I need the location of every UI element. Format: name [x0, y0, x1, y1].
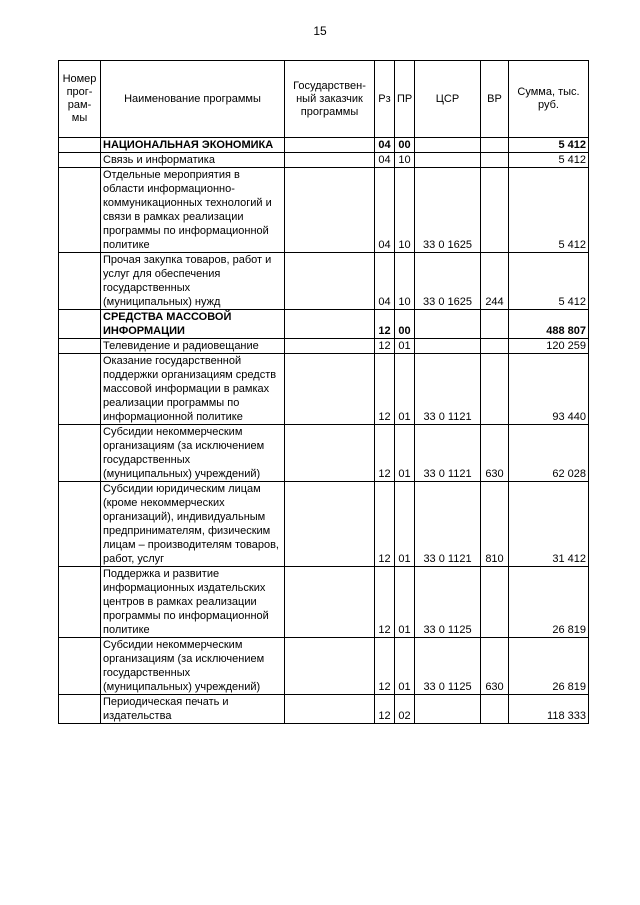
vr-cell: 630: [481, 638, 509, 695]
vr-cell: [481, 310, 509, 339]
csr-cell: [415, 138, 481, 153]
page-number: 15: [313, 24, 327, 38]
program-number-cell: [59, 339, 101, 354]
pr-cell: 01: [395, 339, 415, 354]
sum-cell: 120 259: [509, 339, 589, 354]
sum-cell: 62 028: [509, 425, 589, 482]
sum-cell: 26 819: [509, 567, 589, 638]
vr-cell: [481, 153, 509, 168]
vr-cell: [481, 354, 509, 425]
program-name-cell: Связь и информатика: [101, 153, 285, 168]
program-name-cell: Субсидии некоммерческим организациям (за исключением государственных (муниципальных) учреждений): [101, 425, 285, 482]
program-number-cell: [59, 138, 101, 153]
program-number-cell: [59, 253, 101, 310]
rz-cell: 12: [375, 482, 395, 567]
csr-cell: [415, 339, 481, 354]
csr-cell: 33 0 1125: [415, 638, 481, 695]
vr-cell: [481, 138, 509, 153]
vr-cell: 630: [481, 425, 509, 482]
table-row: [59, 567, 589, 638]
sum-cell: 488 807: [509, 310, 589, 339]
csr-cell: [415, 153, 481, 168]
program-number-cell: [59, 168, 101, 253]
state-customer-cell: [285, 482, 375, 567]
state-customer-cell: [285, 425, 375, 482]
program-number-cell: [59, 482, 101, 567]
program-number-cell: [59, 310, 101, 339]
pr-cell: 10: [395, 253, 415, 310]
vr-cell: 244: [481, 253, 509, 310]
rz-cell: 12: [375, 638, 395, 695]
sum-cell: 26 819: [509, 638, 589, 695]
sum-cell: 31 412: [509, 482, 589, 567]
csr-cell: 33 0 1625: [415, 168, 481, 253]
sum-cell: 5 412: [509, 153, 589, 168]
rz-cell: 04: [375, 253, 395, 310]
rz-cell: 04: [375, 153, 395, 168]
program-name-cell: НАЦИОНАЛЬНАЯ ЭКОНОМИКА: [101, 138, 285, 153]
program-name-cell: Поддержка и развитие информационных издательских центров в рамках реализации программы по информационной политике: [101, 567, 285, 638]
program-number-cell: [59, 567, 101, 638]
rz-cell: 12: [375, 425, 395, 482]
sum-cell: 93 440: [509, 354, 589, 425]
pr-cell: 01: [395, 638, 415, 695]
header-csr: ЦСР: [415, 61, 481, 138]
header-sum: Сумма, тыс. руб.: [509, 61, 589, 138]
sum-cell: 5 412: [509, 138, 589, 153]
state-customer-cell: [285, 339, 375, 354]
header-vr: ВР: [481, 61, 509, 138]
pr-cell: 10: [395, 168, 415, 253]
program-number-cell: [59, 638, 101, 695]
budget-table: [58, 60, 589, 724]
table-row: [59, 638, 589, 695]
table-row: [59, 695, 589, 724]
table-row: [59, 168, 589, 253]
rz-cell: 04: [375, 138, 395, 153]
state-customer-cell: [285, 253, 375, 310]
table-row: [59, 138, 589, 153]
rz-cell: 12: [375, 567, 395, 638]
program-name-cell: Телевидение и радиовещание: [101, 339, 285, 354]
header-program-name: Наименование программы: [101, 61, 285, 138]
program-name-cell: Периодическая печать и издательства: [101, 695, 285, 724]
pr-cell: 01: [395, 482, 415, 567]
sum-cell: 5 412: [509, 253, 589, 310]
table-row: [59, 153, 589, 168]
pr-cell: 10: [395, 153, 415, 168]
vr-cell: [481, 567, 509, 638]
sum-cell: 5 412: [509, 168, 589, 253]
program-name-cell: Прочая закупка товаров, работ и услуг для обеспечения государственных (муниципальных) нужд: [101, 253, 285, 310]
state-customer-cell: [285, 567, 375, 638]
state-customer-cell: [285, 638, 375, 695]
rz-cell: 12: [375, 695, 395, 724]
vr-cell: [481, 168, 509, 253]
csr-cell: 33 0 1121: [415, 354, 481, 425]
pr-cell: 00: [395, 310, 415, 339]
program-name-cell: Отдельные мероприятия в области информационно-коммуникационных технологий и связи в рамках реализации программы по информационной политике: [101, 168, 285, 253]
rz-cell: 12: [375, 339, 395, 354]
header-state-customer: Государствен-ный заказчик программы: [285, 61, 375, 138]
header-program-number: Номер прог-рам-мы: [59, 61, 101, 138]
csr-cell: 33 0 1625: [415, 253, 481, 310]
table-row: [59, 339, 589, 354]
state-customer-cell: [285, 310, 375, 339]
table-row: [59, 310, 589, 339]
table-header-row: [59, 61, 589, 138]
pr-cell: 01: [395, 567, 415, 638]
header-pr: ПР: [395, 61, 415, 138]
csr-cell: 33 0 1125: [415, 567, 481, 638]
rz-cell: 12: [375, 310, 395, 339]
program-number-cell: [59, 425, 101, 482]
vr-cell: [481, 339, 509, 354]
state-customer-cell: [285, 153, 375, 168]
state-customer-cell: [285, 168, 375, 253]
state-customer-cell: [285, 354, 375, 425]
program-name-cell: Субсидии юридическим лицам (кроме некоммерческих организаций), индивидуальным предпринимателям, физическим лицам – производителям товаров, работ, услуг: [101, 482, 285, 567]
header-rz: Рз: [375, 61, 395, 138]
table-row: [59, 354, 589, 425]
table-row: [59, 425, 589, 482]
table-row: [59, 253, 589, 310]
csr-cell: 33 0 1121: [415, 425, 481, 482]
pr-cell: 01: [395, 354, 415, 425]
program-name-cell: Оказание государственной поддержки организациям средств массовой информации в рамках реализации программы по информационной политике: [101, 354, 285, 425]
program-number-cell: [59, 695, 101, 724]
program-name-cell: СРЕДСТВА МАССОВОЙ ИНФОРМАЦИИ: [101, 310, 285, 339]
table-row: [59, 482, 589, 567]
state-customer-cell: [285, 695, 375, 724]
program-name-cell: Субсидии некоммерческим организациям (за исключением государственных (муниципальных) учреждений): [101, 638, 285, 695]
csr-cell: 33 0 1121: [415, 482, 481, 567]
pr-cell: 02: [395, 695, 415, 724]
vr-cell: [481, 695, 509, 724]
sum-cell: 118 333: [509, 695, 589, 724]
csr-cell: [415, 695, 481, 724]
program-number-cell: [59, 153, 101, 168]
rz-cell: 04: [375, 168, 395, 253]
vr-cell: 810: [481, 482, 509, 567]
csr-cell: [415, 310, 481, 339]
program-number-cell: [59, 354, 101, 425]
pr-cell: 01: [395, 425, 415, 482]
state-customer-cell: [285, 138, 375, 153]
pr-cell: 00: [395, 138, 415, 153]
rz-cell: 12: [375, 354, 395, 425]
